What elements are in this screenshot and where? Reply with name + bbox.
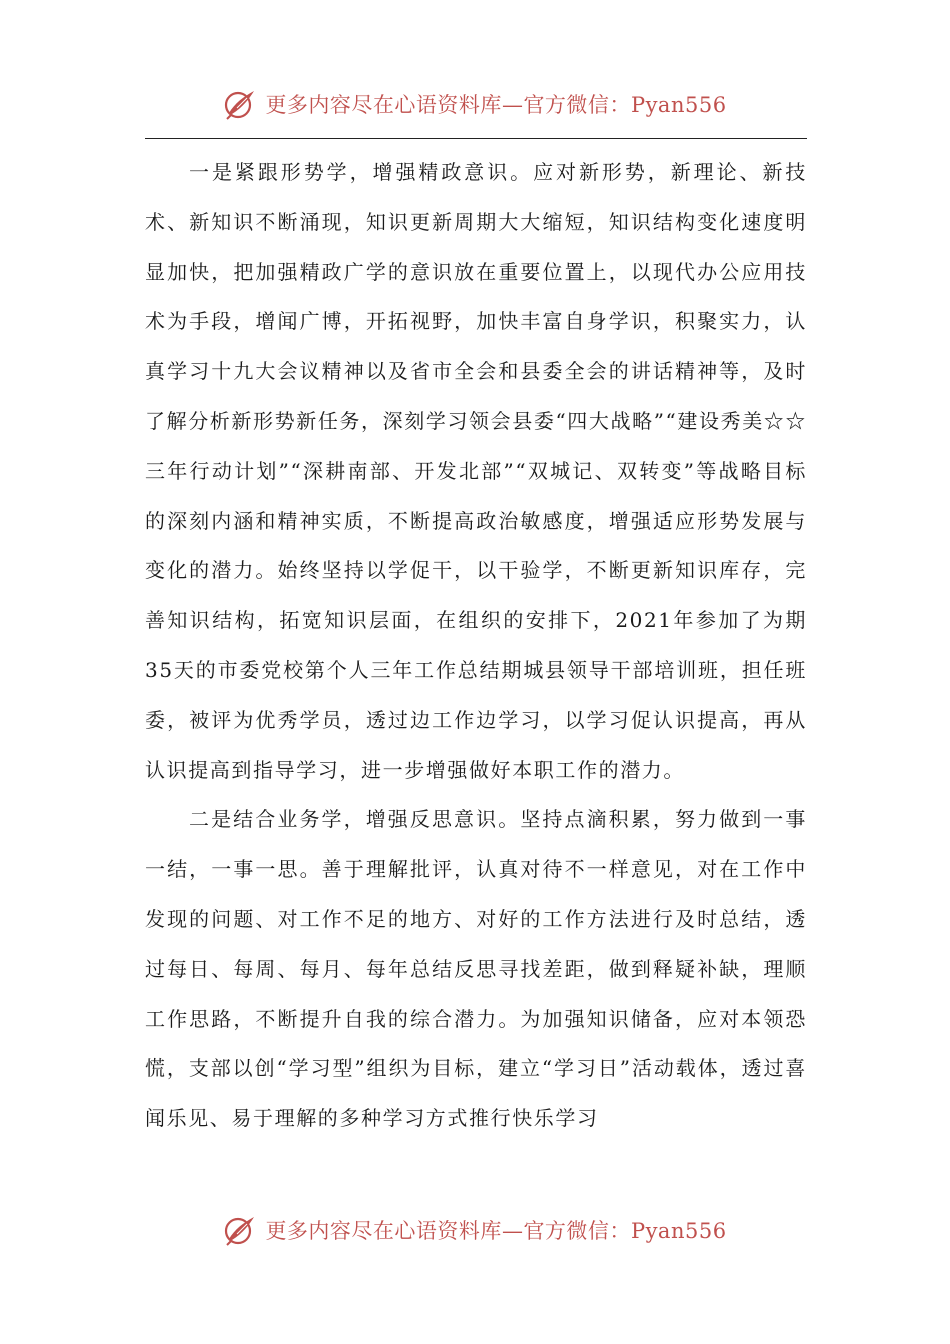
header-banner [0,84,950,124]
document-body [145,148,807,1144]
quill-logo-icon [223,87,257,121]
quill-logo-icon [223,1213,257,1247]
footer-banner [0,1210,950,1250]
footer-wechat-label: 官方微信： [523,1219,631,1243]
header-separator: — [501,93,524,117]
footer-site-name: 更多内容尽在心语资料库 [265,1219,502,1243]
paragraph-2: 二是结合业务学，增强反思意识。坚持点滴积累，努力做到一事一结，一事一思。善于理解批评，认真对待不一样意见，对在工作中发现的问题、对工作不足的地方、对好的工作方法进行及时总结，透过每日、每周、每月、每年总结反思寻找差距，做到释疑补缺，理顺工作思路，不断提升自我的综合潜力。为加强知识储备，应对本领恐慌，支部以创“学习型”组织为目标，建立“学习日”活动载体，透过喜闻乐见、易于理解的多种学习方式推行快乐学习 [145,807,807,1131]
header-rule [145,138,807,139]
header-site-name: 更多内容尽在心语资料库 [265,93,502,117]
footer-separator: — [501,1219,524,1243]
header-banner-text [265,89,726,119]
footer-banner-text [265,1215,726,1245]
paragraph-1: 一是紧跟形势学，增强精政意识。应对新形势，新理论、新技术、新知识不断涌现，知识更新周期大大缩短，知识结构变化速度明显加快，把加强精政广学的意识放在重要位置上，以现代办公应用技术为手段，增闻广博，开拓视野，加快丰富自身学识，积聚实力，认真学习十九大会议精神以及省市全会和县委全会的讲话精神等，及时了解分析新形势新任务，深刻学习领会县委“四大战略”“建设秀美☆☆三年行动计划”“深耕南部、开发北部”“双城记、双转变”等战略目标的深刻内涵和精神实质，不断提高政治敏感度，增强适应形势发展与变化的潜力。始终坚持以学促干，以干验学，不断更新知识库存，完善知识结构，拓宽知识层面，在组织的安排下，2021年参加了为期35天的市委党校第个人三年工作总结期城县领导干部培训班，担任班委，被评为优秀学员，透过边工作边学习，以学习促认识提高，再从认识提高到指导学习，进一步增强做好本职工作的潜力。 [145,160,807,782]
header-wechat-label: 官方微信： [523,93,631,117]
footer-wechat-id: Pyan556 [630,1219,727,1243]
header-wechat-id: Pyan556 [630,93,727,117]
